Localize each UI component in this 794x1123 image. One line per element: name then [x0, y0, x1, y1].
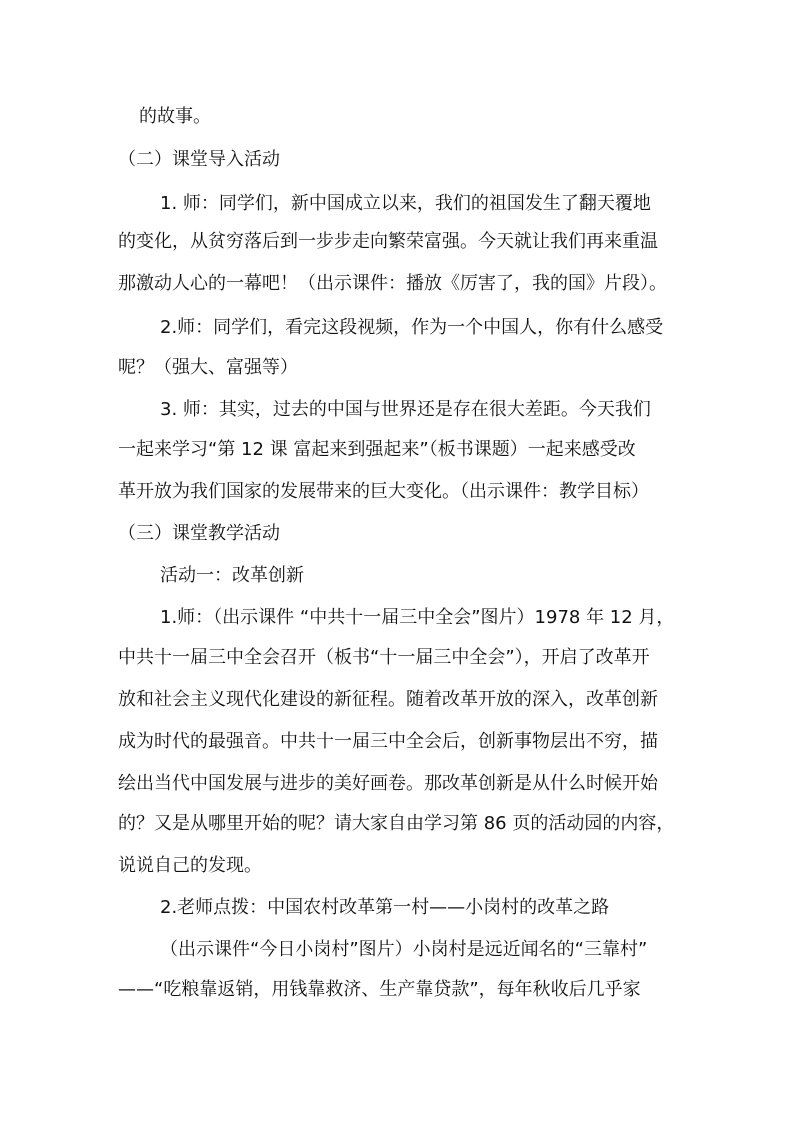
text-line: 中共十一届三中全会召开（板书“十一届三中全会”），开启了改革开 [118, 647, 650, 668]
section-heading: （三）课堂教学活动 [118, 523, 280, 544]
text-line: 那激动人心的一幕吧！（出示课件：播放《厉害了，我的国》片段）。 [118, 273, 667, 294]
activity-title: 活动一：改革创新 [160, 565, 304, 586]
section-heading: （二）课堂导入活动 [118, 149, 280, 170]
text-line: 的？又是从哪里开始的呢？请大家自由学习第 86 页的活动园的内容， [118, 813, 675, 834]
text-line: 说说自己的发现。 [118, 855, 262, 876]
text-line: 放和社会主义现代化建设的新征程。随着改革开放的深入，改革创新 [118, 689, 658, 710]
text-line: 绘出当代中国发展与进步的美好画卷。那改革创新是从什么时候开始 [118, 773, 658, 794]
text-line: 的变化，从贫穷落后到一步步走向繁荣富强。今天就让我们再来重温 [118, 231, 658, 252]
text-line: 1. 师：同学们，新中国成立以来，我们的祖国发生了翻天覆地 [160, 193, 651, 214]
text-line: 革开放为我们国家的发展带来的巨大变化。（出示课件：教学目标） [118, 481, 649, 502]
text-line: ——“吃粮靠返销，用钱靠救济、生产靠贷款”，每年秋收后几乎家 [118, 979, 641, 1000]
text-line: 呢？（强大、富强等） [118, 357, 298, 378]
text-line: 的故事。 [139, 106, 211, 127]
text-line: 成为时代的最强音。中共十一届三中全会后，创新事物层出不穷，描 [118, 731, 658, 752]
text-line: 2.老师点拨：中国农村改革第一村——小岗村的改革之路 [160, 897, 610, 918]
text-line: 2.师：同学们，看完这段视频，作为一个中国人，你有什么感受 [160, 317, 664, 338]
text-line: （出示课件“今日小岗村”图片）小岗村是远近闻名的“三靠村” [160, 939, 648, 960]
text-line: 一起来学习“第 12 课 富起来到强起来”（板书课题）一起来感受改 [118, 439, 636, 460]
text-line: 1.师：（出示课件 “中共十一届三中全会”图片）1978 年 12 月， [160, 607, 675, 628]
text-line: 3. 师：其实，过去的中国与世界还是存在很大差距。今天我们 [160, 399, 651, 420]
